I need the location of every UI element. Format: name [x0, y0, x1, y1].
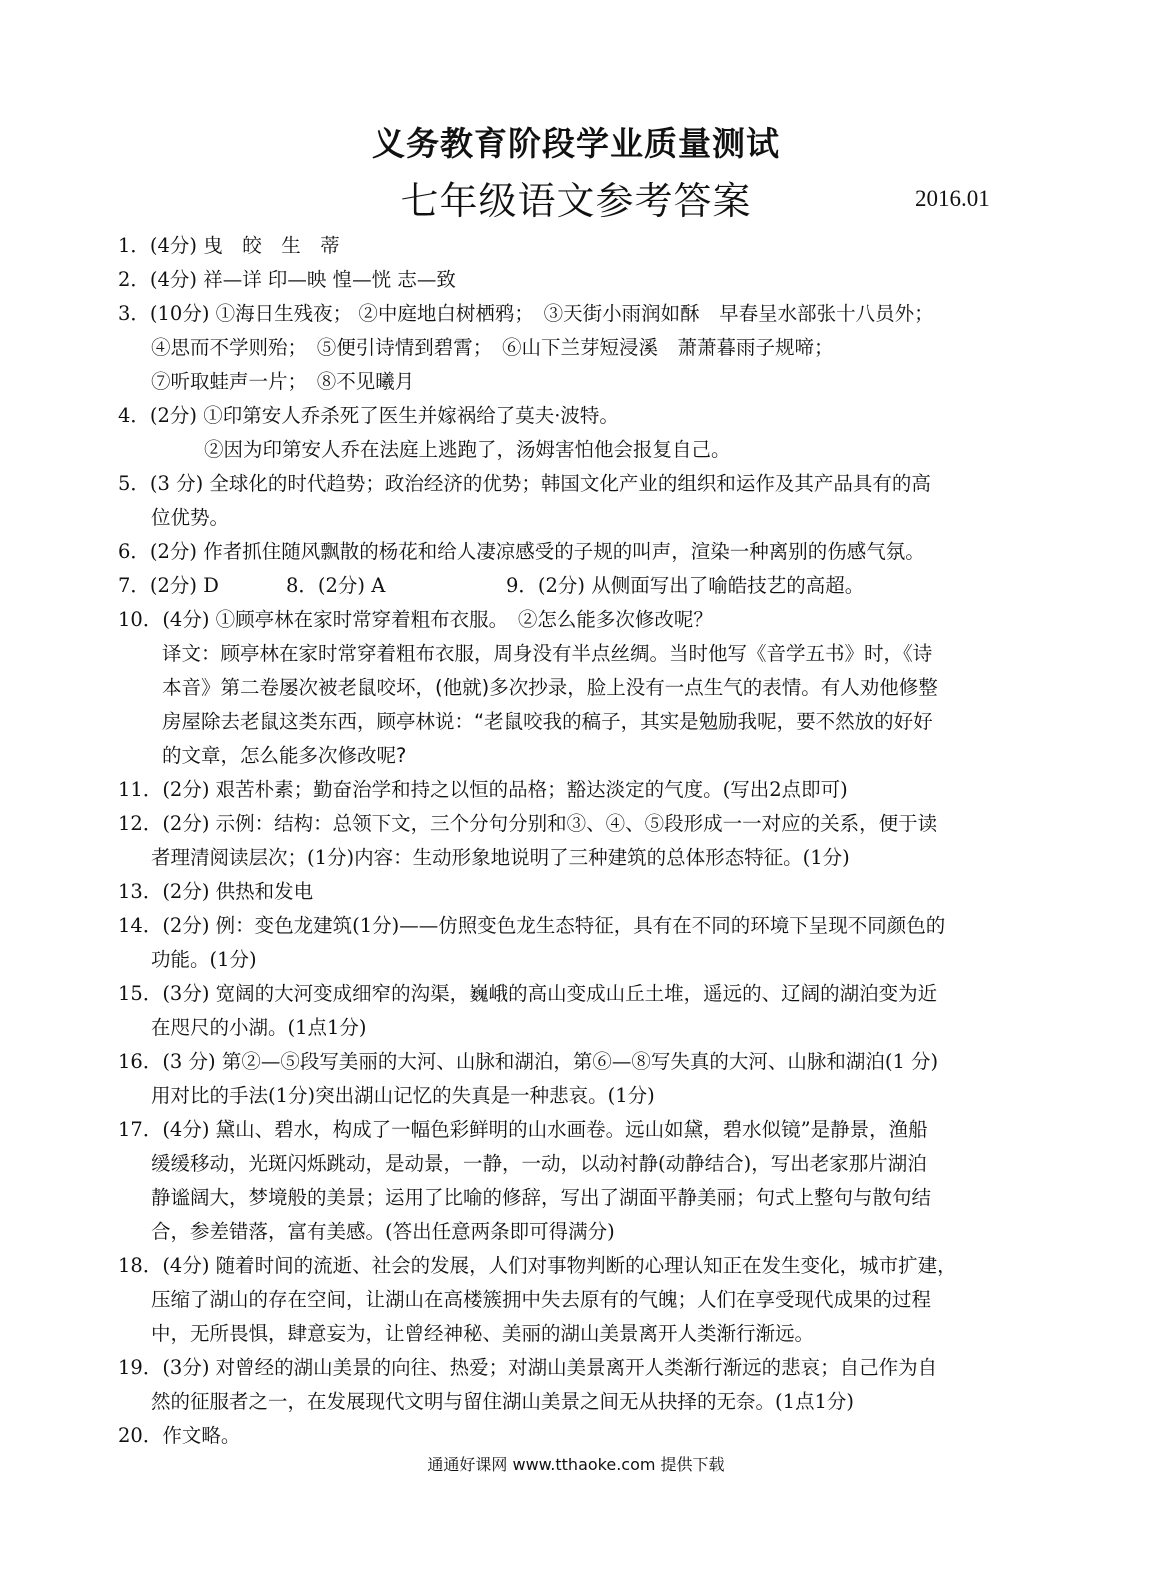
answer-3-line-1: 3．(10分) ①海日生残夜； ②中庭地白树栖鸦； ③天街小雨润如酥 早春呈水部张十八员外； [118, 302, 934, 325]
answer-4-line-2: ②因为印第安人乔在法庭上逃跑了，汤姆害怕他会报复自己。 [204, 438, 731, 461]
answer-17-line-3: 静谧阔大，梦境般的美景；运用了比喻的修辞，写出了湖面平静美丽；句式上整句与散句结 [151, 1186, 932, 1209]
answer-17-line-4: 合，参差错落，富有美感。(答出任意两条即可得满分) [151, 1220, 615, 1243]
answer-16-line-1: 16．(3 分) 第②—⑤段写美丽的大河、山脉和湖泊，第⑥—⑧写失真的大河、山脉和湖泊(1 分) [118, 1050, 939, 1073]
answer-14-line-2: 功能。(1分) [151, 948, 257, 971]
answer-13: 13．(2分) 供热和发电 [118, 880, 314, 903]
answer-6: 6．(2分) 作者抓住随风飘散的杨花和给人凄凉感受的子规的叫声，渲染一种离别的伤感气氛。 [118, 540, 925, 563]
answer-11: 11．(2分) 艰苦朴素；勤奋治学和持之以恒的品格；豁达淡定的气度。(写出2点即可) [118, 778, 848, 801]
answer-19-line-2: 然的征服者之一，在发展现代文明与留住湖山美景之间无从抉择的无奈。(1点1分) [151, 1390, 855, 1413]
answer-3-line-3: ⑦听取蛙声一片； ⑧不见曦月 [151, 370, 415, 393]
answer-8: 8．(2分) A [286, 574, 386, 597]
answer-10-translation-1: 译文：顾亭林在家时常穿着粗布衣服，周身没有半点丝绸。当时他写《音学五书》时，《诗 [162, 642, 933, 665]
answer-12-line-1: 12．(2分) 示例：结构：总领下文，三个分句分别和③、④、⑤段形成一一对应的关系，便于读 [118, 812, 938, 835]
answer-5-line-2: 位优势。 [151, 506, 230, 529]
answer-list [118, 229, 1030, 1453]
answer-2: 2．(4分) 祥—详 印—映 惶—恍 志—致 [118, 268, 456, 291]
answer-3-line-2: ④思而不学则殆； ⑤便引诗情到碧霄； ⑥山下兰芽短浸溪 萧萧暮雨子规啼； [151, 336, 834, 359]
exam-date: 2016.01 [915, 186, 990, 211]
download-footer: 通通好课网 www.tthaoke.com 提供下载 [427, 1455, 725, 1474]
answer-15-line-2: 在咫尺的小湖。(1点1分) [151, 1016, 367, 1039]
answer-16-line-2: 用对比的手法(1分)突出湖山记忆的失真是一种悲哀。(1分) [151, 1084, 655, 1107]
answers-7-8-9 [118, 569, 1030, 603]
answer-20: 20．作文略。 [118, 1424, 241, 1447]
answer-12-line-2: 者理清阅读层次；(1分)内容：生动形象地说明了三种建筑的总体形态特征。(1分) [151, 846, 850, 869]
answer-7: 7．(2分) D [118, 574, 219, 597]
answer-17-line-1: 17．(4分) 黛山、碧水，构成了一幅色彩鲜明的山水画卷。远山如黛，碧水似镜”是静景，渔船 [118, 1118, 928, 1141]
answer-1: 1．(4分) 曳 皎 生 蒂 [118, 234, 340, 257]
answer-14-line-1: 14．(2分) 例：变色龙建筑(1分)——仿照变色龙生态特征，具有在不同的环境下呈现不同颜色的 [118, 914, 946, 937]
answer-10-translation-2: 本音》第二卷屡次被老鼠咬坏，(他就)多次抄录，脸上没有一点生气的表情。有人劝他修整 [162, 676, 938, 699]
answer-15-line-1: 15．(3分) 宽阔的大河变成细窄的沟渠，巍峨的高山变成山丘土堆，遥远的、辽阔的湖泊变为近 [118, 982, 938, 1005]
answer-5-line-1: 5．(3 分) 全球化的时代趋势；政治经济的优势；韩国文化产业的组织和运作及其产品具有的高 [118, 472, 931, 495]
answer-10-translation-3: 房屋除去老鼠这类东西，顾亭林说：“老鼠咬我的稿子，其实是勉励我呢，要不然放的好好 [162, 710, 933, 733]
answer-9: 9．(2分) 从侧面写出了喻皓技艺的高超。 [506, 574, 865, 597]
answer-18-line-1: 18．(4分) 随着时间的流逝、社会的发展，人们对事物判断的心理认知正在发生变化，城市扩建， [118, 1254, 957, 1277]
answer-10-translation-4: 的文章，怎么能多次修改呢? [162, 744, 407, 767]
answer-17-line-2: 缓缓移动，光斑闪烁跳动，是动景，一静，一动，以动衬静(动静结合)，写出老家那片湖泊 [151, 1152, 927, 1175]
answer-10-line-1: 10．(4分) ①顾亭林在家时常穿着粗布衣服。 ②怎么能多次修改呢？ [118, 608, 713, 631]
answer-18-line-3: 中，无所畏惧，肆意妄为，让曾经神秘、美丽的湖山美景离开人类渐行渐远。 [151, 1322, 815, 1345]
page-subtitle: 七年级语文参考答案 [400, 179, 752, 223]
page-title: 义务教育阶段学业质量测试 [372, 124, 780, 163]
answer-19-line-1: 19．(3分) 对曾经的湖山美景的向往、热爱；对湖山美景离开人类渐行渐远的悲哀；自己作为自 [118, 1356, 938, 1379]
answer-18-line-2: 压缩了湖山的存在空间，让湖山在高楼簇拥中失去原有的气魄；人们在享受现代成果的过程 [151, 1288, 932, 1311]
answer-4-line-1: 4．(2分) ①印第安人乔杀死了医生并嫁祸给了莫夫·波特。 [118, 404, 619, 427]
